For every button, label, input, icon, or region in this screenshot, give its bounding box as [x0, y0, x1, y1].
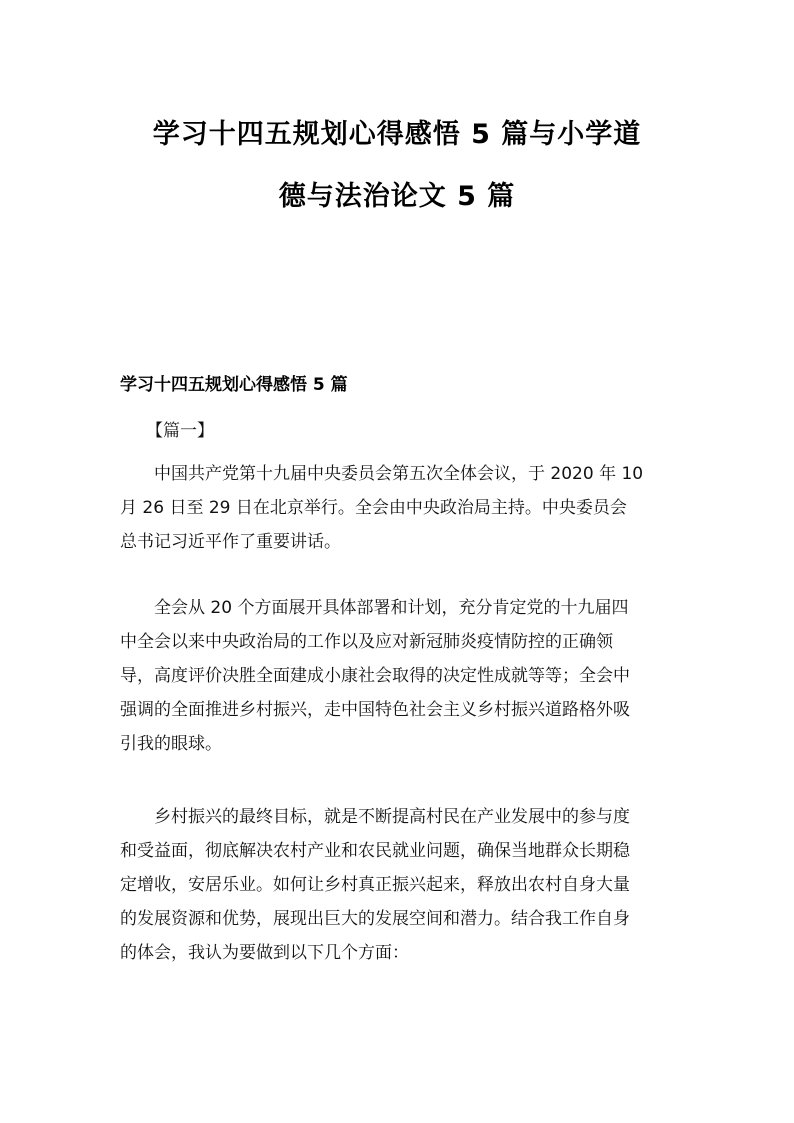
- paragraph-line: 的体会，我认为要做到以下几个方面：: [120, 943, 409, 963]
- sub-heading: 【篇一】: [146, 421, 214, 441]
- document-title-line-1: 学习十四五规划心得感悟 5 篇与小学道: [152, 119, 642, 150]
- paragraph-line: 强调的全面推进乡村振兴，走中国特色社会主义乡村振兴道路格外吸: [120, 700, 630, 720]
- paragraph-line: 月 26 日至 29 日在北京举行。全会由中央政治局主持。中央委员会: [120, 498, 627, 518]
- paragraph-line: 定增收，安居乐业。如何让乡村真正振兴起来，释放出农村自身大量: [120, 875, 630, 895]
- paragraph-1: [120, 457, 680, 559]
- paragraph-line: 中全会以来中央政治局的工作以及应对新冠肺炎疫情防控的正确领: [120, 632, 613, 652]
- paragraph-line: 总书记习近平作了重要讲话。: [120, 532, 341, 552]
- paragraph-line: 和受益面，彻底解决农村产业和农民就业问题，确保当地群众长期稳: [120, 841, 630, 861]
- paragraph-line: 全会从 20 个方面展开具体部署和计划，充分肯定党的十九届四: [120, 598, 629, 618]
- paragraph-line: 乡村振兴的最终目标，就是不断提高村民在产业发展中的参与度: [120, 807, 630, 827]
- paragraph-line: 中国共产党第十九届中央委员会第五次全体会议，于 2020 年 10: [120, 464, 644, 484]
- paragraph-line: 的发展资源和优势，展现出巨大的发展空间和潜力。结合我工作自身: [120, 909, 630, 929]
- paragraph-line: 导，高度评价决胜全面建成小康社会取得的决定性成就等等；全会中: [120, 666, 630, 686]
- paragraph-line: 引我的眼球。: [120, 734, 222, 754]
- document-title-line-2: 德与法治论文 5 篇: [278, 181, 516, 212]
- section-heading: 学习十四五规划心得感悟 5 篇: [120, 375, 348, 395]
- paragraph-3: [120, 800, 680, 970]
- paragraph-2: [120, 591, 680, 761]
